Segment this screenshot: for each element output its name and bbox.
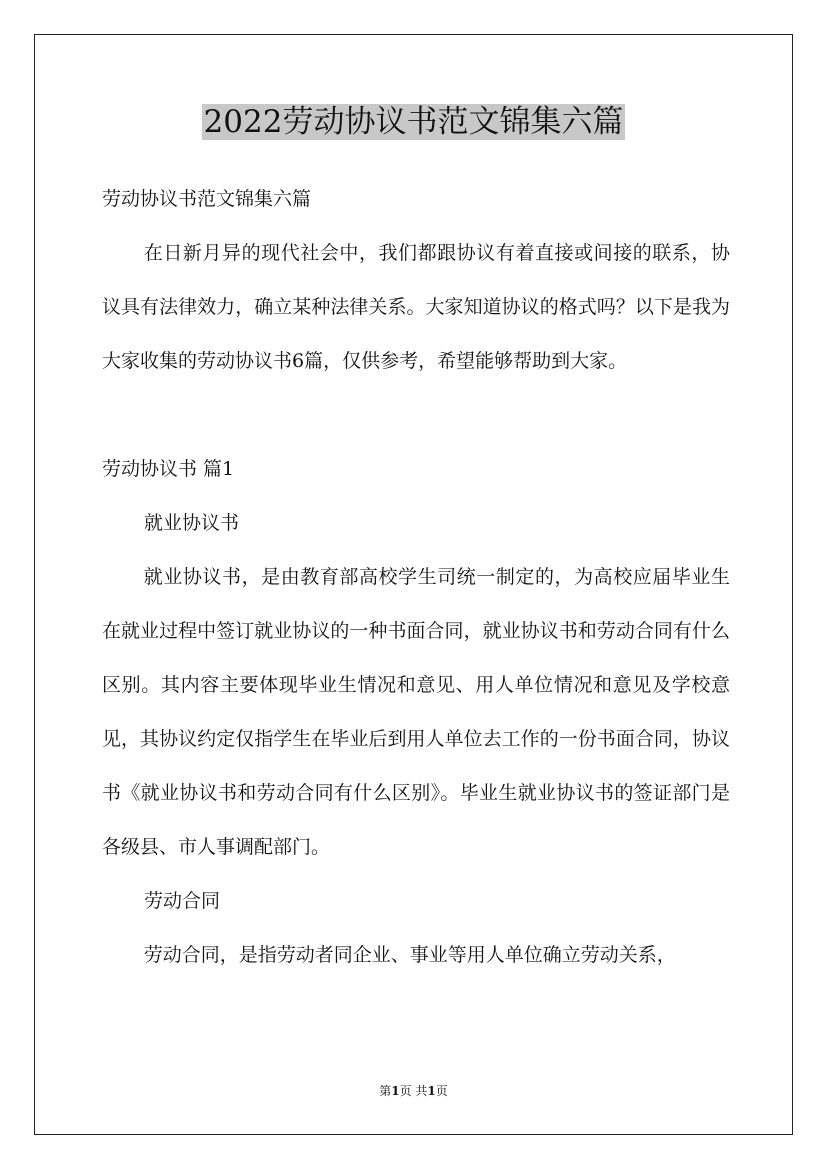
document-body [102,172,730,982]
footer-mid: 页 共 [399,1084,428,1098]
document-title-text: 2022劳动协议书范文锦集六篇 [203,104,624,140]
subtitle: 劳动协议书范文锦集六篇 [102,188,312,210]
footer-total-pages: 1 [427,1084,436,1098]
labor-contract-paragraph: 劳动合同，是指劳动者同企业、事业等用人单位确立劳动关系， [143,944,676,966]
intro-paragraph: 在日新月异的现代社会中，我们都跟协议有着直接或间接的联系，协议具有法律效力，确立某种法律关系。大家知道协议的格式吗？以下是我为大家收集的劳动协议书6篇，仅供参考，希望能够帮助到大家。 [102,242,730,372]
document-title [0,102,827,142]
footer-page-number: 1 [391,1084,400,1098]
employment-agreement-paragraph: 就业协议书，是由教育部高校学生司统一制定的，为高校应届毕业生在就业过程中签订就业协议的一种书面合同，就业协议书和劳动合同有什么区别。其内容主要体现毕业生情况和意见、用人单位情况和意见及学校意见，其协议约定仅指学生在毕业后到用人单位去工作的一份书面合同，协议书《就业协议书和劳动合同有什么区别》。毕业生就业协议书的签证部门是各级县、市人事调配部门。 [102,566,730,858]
page-footer [0,1082,827,1099]
subheading-labor-contract: 劳动合同 [144,890,221,912]
subheading-employment-agreement: 就业协议书 [144,512,240,534]
footer-suffix: 页 [435,1084,448,1098]
footer-prefix: 第 [379,1084,392,1098]
section-heading: 劳动协议书 篇1 [102,458,235,480]
spacer [102,388,730,442]
